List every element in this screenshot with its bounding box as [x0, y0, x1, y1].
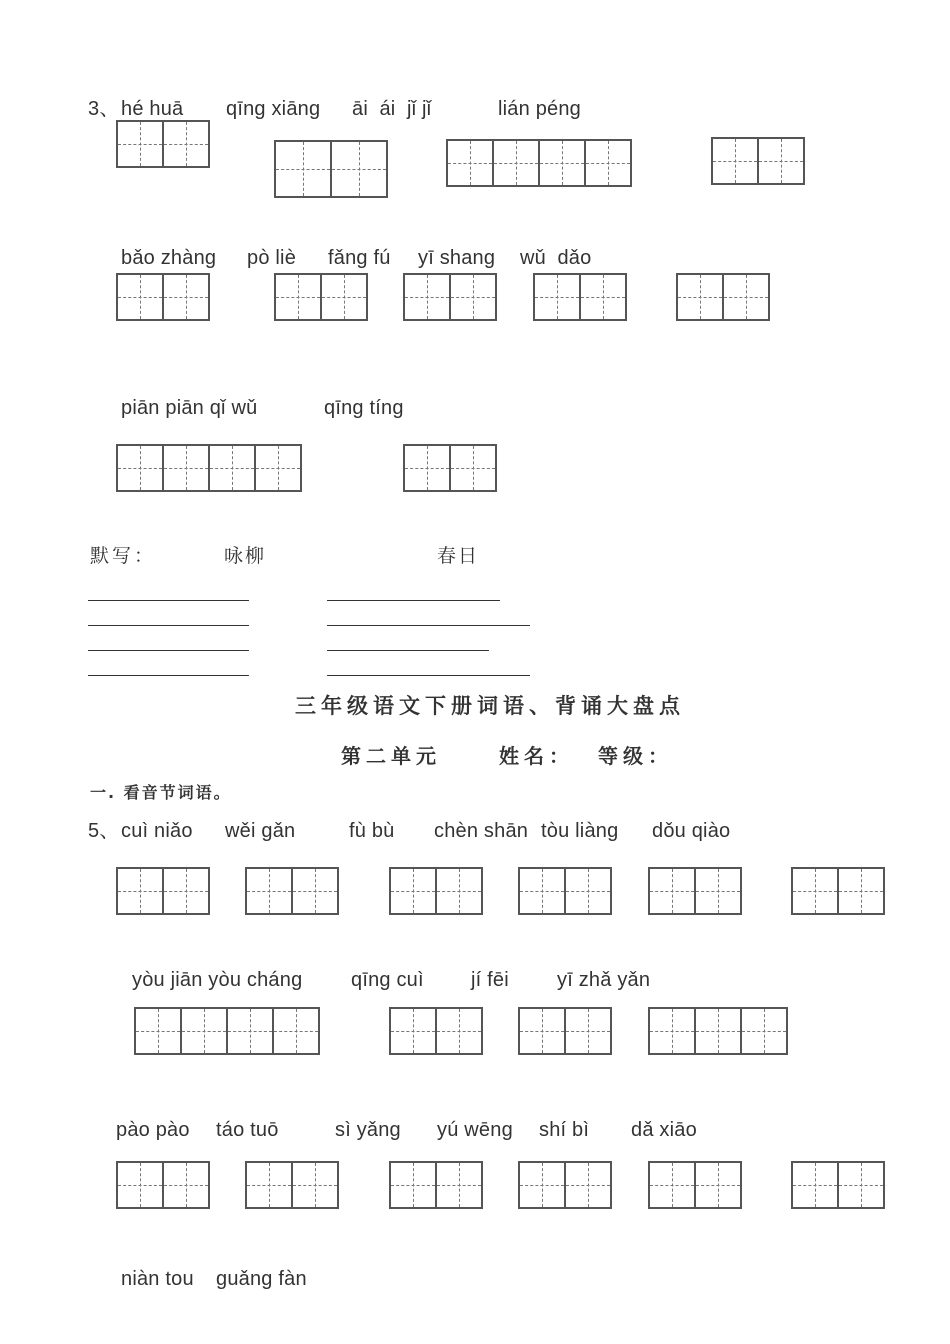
writing-grid[interactable]: [389, 1161, 483, 1209]
writing-grid[interactable]: [648, 1161, 742, 1209]
writing-grid[interactable]: [389, 867, 483, 915]
answer-line[interactable]: [327, 625, 530, 626]
pinyin-po-lie: pò liè: [247, 247, 297, 269]
writing-grid[interactable]: [648, 867, 742, 915]
pinyin-qing-xiang: qīng xiāng: [226, 98, 321, 120]
pinyin-fang-fu: fǎng fú: [328, 247, 391, 269]
answer-line[interactable]: [88, 625, 249, 626]
pinyin-you-jian-you-chang: yòu jiān yòu cháng: [132, 969, 303, 991]
pinyin-ai-ai-ji-ji: āi ái jǐ jǐ: [352, 98, 432, 120]
pinyin-dou-qiao: dǒu qiào: [652, 820, 731, 842]
pinyin-he-hua: hé huā: [121, 98, 184, 120]
question-number-5: 5、: [88, 820, 120, 842]
instruction: 一. 看音节词语。: [90, 783, 232, 802]
pinyin-tao-tuo: táo tuō: [216, 1119, 279, 1141]
writing-grid[interactable]: [116, 273, 210, 321]
writing-grid[interactable]: [791, 1161, 885, 1209]
pinyin-si-yang: sì yǎng: [335, 1119, 401, 1141]
writing-grid[interactable]: [518, 1007, 612, 1055]
unit-label: 第二单元: [341, 744, 441, 768]
pinyin-guang-fan: guǎng fàn: [216, 1268, 307, 1290]
pinyin-lian-peng: lián péng: [498, 98, 581, 120]
pinyin-qing-ting: qīng tíng: [324, 397, 404, 419]
writing-grid[interactable]: [676, 273, 770, 321]
pinyin-bao-zhang: bǎo zhàng: [121, 247, 217, 269]
writing-grid[interactable]: [518, 1161, 612, 1209]
writing-grid[interactable]: [116, 867, 210, 915]
answer-line[interactable]: [327, 650, 489, 651]
writing-grid[interactable]: [403, 273, 497, 321]
writing-grid[interactable]: [389, 1007, 483, 1055]
writing-grid[interactable]: [245, 1161, 339, 1209]
writing-grid[interactable]: [274, 140, 388, 198]
pinyin-fu-bu: fù bù: [349, 820, 395, 842]
pinyin-shi-bi: shí bì: [539, 1119, 590, 1141]
pinyin-yi-shang: yī shang: [418, 247, 496, 269]
answer-line[interactable]: [88, 675, 249, 676]
poem-title-chun-ri: 春日: [437, 545, 480, 567]
writing-grid[interactable]: [791, 867, 885, 915]
writing-grid[interactable]: [116, 1161, 210, 1209]
pinyin-ji-fei: jí fēi: [471, 969, 509, 991]
pinyin-wu-dao: wǔ dǎo: [520, 247, 592, 269]
pinyin-tou-liang: tòu liàng: [541, 820, 619, 842]
pinyin-pian-pian-qi-wu: piān piān qǐ wǔ: [121, 397, 258, 419]
answer-line[interactable]: [88, 650, 249, 651]
writing-grid[interactable]: [245, 867, 339, 915]
writing-grid[interactable]: [403, 444, 497, 492]
writing-grid[interactable]: [116, 444, 302, 492]
pinyin-qing-cui: qīng cuì: [351, 969, 424, 991]
writing-grid[interactable]: [446, 139, 632, 187]
page-title: 三年级语文下册词语、背诵大盘点: [295, 694, 685, 718]
answer-line[interactable]: [327, 675, 530, 676]
writing-grid[interactable]: [274, 273, 368, 321]
writing-grid[interactable]: [533, 273, 627, 321]
pinyin-da-xiao: dǎ xiāo: [631, 1119, 697, 1141]
writing-grid[interactable]: [134, 1007, 320, 1055]
grade-label: 等级：: [598, 744, 673, 768]
pinyin-pao-pao: pào pào: [116, 1119, 190, 1141]
pinyin-wei-gan: wěi gǎn: [225, 820, 296, 842]
pinyin-cui-niao: cuì niǎo: [121, 820, 193, 842]
writing-grid[interactable]: [518, 867, 612, 915]
writing-grid[interactable]: [711, 137, 805, 185]
writing-grid[interactable]: [116, 120, 210, 168]
question-number-3: 3、: [88, 98, 120, 120]
pinyin-chen-shan: chèn shān: [434, 820, 529, 842]
answer-line[interactable]: [327, 600, 500, 601]
answer-line[interactable]: [88, 600, 249, 601]
pinyin-yu-weng: yú wēng: [437, 1119, 513, 1141]
pinyin-yi-zha-yan: yī zhǎ yǎn: [557, 969, 651, 991]
name-label: 姓名：: [499, 744, 574, 768]
pinyin-nian-tou: niàn tou: [121, 1268, 194, 1290]
dictation-label: 默写：: [90, 545, 157, 567]
writing-grid[interactable]: [648, 1007, 788, 1055]
poem-title-yong-liu: 咏柳: [224, 545, 267, 567]
